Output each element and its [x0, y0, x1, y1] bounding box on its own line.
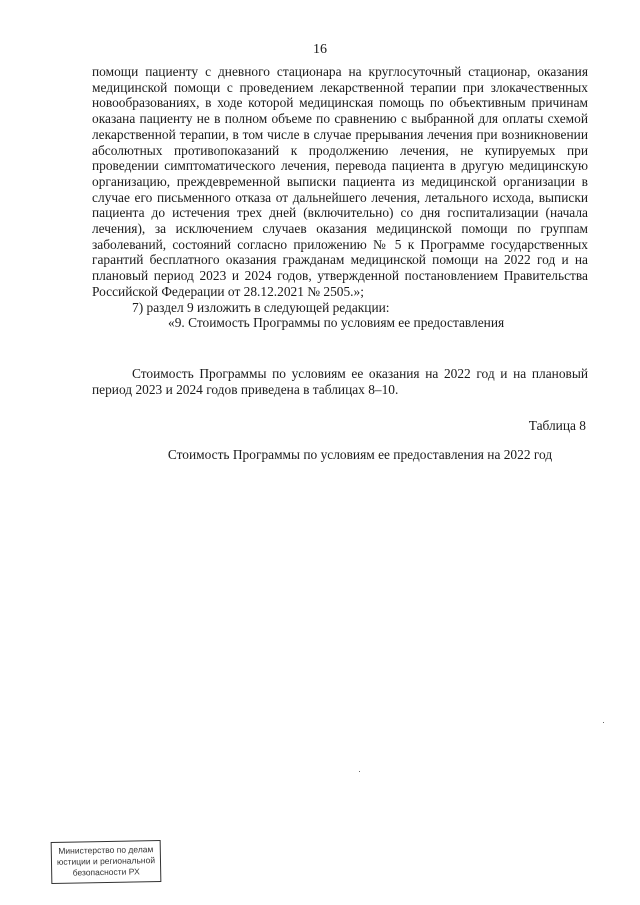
table-label: Таблица 8 — [528, 418, 586, 433]
ministry-stamp — [51, 840, 162, 884]
table-title: Стоимость Программы по условиям ее предоставления на 2022 год — [167, 447, 553, 462]
stamp-line: юстиции и региональной — [56, 855, 156, 867]
cost-paragraph: Стоимость Программы по условиям ее оказания на 2022 год и на плановый период 2023 и 2024 годов приведена в таблицах 8–10. — [92, 366, 588, 397]
stamp-line: Министерство по делам — [58, 844, 154, 856]
scan-speck — [603, 722, 604, 723]
main-text-block — [92, 64, 588, 331]
scan-speck — [359, 771, 360, 772]
continuation-paragraph: помощи пациенту с дневного стационара на круглосуточный стационар, оказания медицинской помощи с проведением лекарственной терапии при злокачественных новообразованиях, в ходе которой медицинская помощь по объективным причинам оказана пациенту не в полном объеме по сравнению с выбранной для оплаты схемой лекарственной терапии, в том числе в случае прерывания лечения при возникновении абсолютных противопоказаний к продолжению лечения, не купируемых при проведении симптоматического лечения, перевода пациента в другую медицинскую организацию, преждевременной выписки пациента из медицинской организации в случае его письменного отказа от дальнейшего лечения, летального исхода, выписки пациента до истечения трех дней (включительно) со дня госпитализации (начала лечения), за исключением случаев оказания медицинской помощи по группам заболеваний, состояний согласно приложению № 5 к Программе государственных гарантий бесплатного оказания гражданам медицинской помощи на 2022 год и на плановый период 2023 и 2024 годов, утвержденной постановлением Правительства Российской Федерации от 28.12.2021 № 2505.»; — [92, 64, 588, 299]
stamp-line: безопасности РХ — [72, 866, 140, 878]
amendment-item-7: 7) раздел 9 изложить в следующей редакции: — [132, 299, 390, 315]
page-number: 16 — [313, 42, 327, 57]
section-9-heading: «9. Стоимость Программы по условиям ее предоставления — [168, 315, 505, 331]
